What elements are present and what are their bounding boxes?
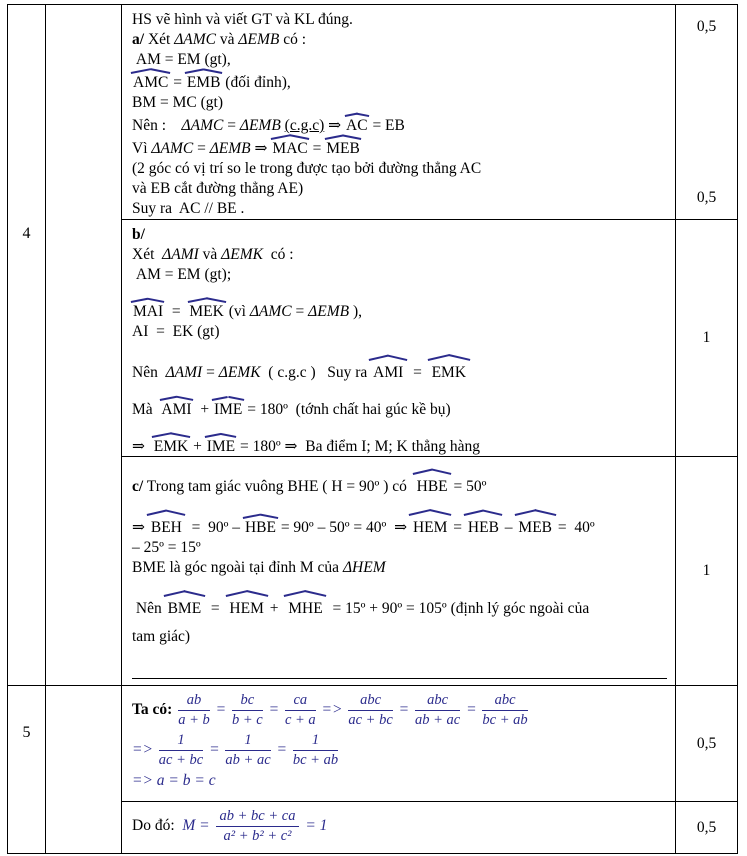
text-span: ΔEMB — [239, 117, 281, 134]
text-line — [132, 93, 667, 113]
text-span: có : — [279, 31, 307, 48]
text-span: Trong tam giác vuông BHE ( H = 90º ) có — [143, 478, 415, 495]
text-span: ΔAMC — [181, 117, 224, 134]
angle-name: AMI — [371, 356, 405, 383]
answer-key-table — [7, 4, 738, 854]
angle-name: IME — [213, 397, 243, 420]
text-line — [132, 771, 667, 791]
fraction-denominator: ac + bc — [158, 751, 204, 768]
score-value: 0,5 — [696, 734, 717, 752]
text-line — [132, 397, 667, 420]
text-span: = 15º + 90º = 105º (định lý góc ngoài của — [324, 600, 590, 617]
horizontal-rule — [132, 673, 667, 679]
text-span: = — [394, 701, 413, 718]
text-line — [132, 538, 667, 558]
text-line — [132, 245, 667, 265]
text-line — [132, 322, 667, 342]
angle-name: HEB — [466, 511, 501, 538]
text-span: = 90º – — [183, 519, 244, 536]
angle-name: HEM — [227, 592, 265, 619]
text-span: ΔEMB — [238, 31, 280, 48]
q4a-score-cell — [675, 5, 737, 219]
q4a-answer-cell — [122, 5, 675, 219]
text-span: ( c.g.c ) Suy ra — [260, 364, 372, 381]
text-span: = — [462, 701, 481, 718]
text-span: = — [169, 74, 186, 91]
text-span: ΔEMK — [221, 246, 263, 263]
text-span: + — [265, 600, 287, 617]
text-span: = — [308, 140, 326, 157]
fraction-denominator: ab + ac — [414, 711, 461, 728]
text-span: BME là góc ngoài tại đỉnh M của — [132, 559, 343, 576]
q4c-answer-cell — [122, 456, 675, 685]
text-span: = EB — [368, 117, 405, 134]
text-span: HS vẽ hình và viết GT và KL đúng. — [132, 11, 353, 28]
fraction-denominator: bc + ab — [292, 751, 339, 768]
score-value: 0,5 — [696, 18, 717, 35]
text-span: ΔAMC — [151, 140, 194, 157]
q4b-score-cell — [675, 219, 737, 456]
text-span: = — [193, 140, 210, 157]
text-line — [132, 10, 667, 30]
text-span: ΔAMI — [162, 246, 199, 263]
text-line — [132, 136, 667, 159]
score-value: 1 — [702, 329, 711, 346]
question-4-number-cell — [8, 5, 46, 685]
text-line — [132, 159, 667, 179]
text-line — [132, 265, 667, 285]
angle-name: HBE — [415, 470, 450, 497]
text-span: = — [202, 364, 219, 381]
question-5-subpart-column — [46, 685, 122, 853]
question-4-subpart-column — [46, 5, 122, 685]
angle-name: MHE — [286, 592, 324, 619]
text-span: = 180º (tớnh chất hai gúc kề bụ) — [243, 401, 451, 418]
text-span: = 90º – 50º = 40º ⇒ — [276, 519, 411, 536]
q5-part2-answer-cell — [122, 801, 675, 853]
text-span: ΔEMK — [218, 364, 261, 381]
fraction — [285, 692, 316, 728]
text-line — [132, 356, 667, 383]
fraction — [482, 692, 527, 728]
text-span: = — [272, 741, 291, 758]
fraction-numerator: 1 — [225, 732, 270, 751]
text-span: ΔEMB — [308, 303, 350, 320]
fraction — [232, 692, 263, 728]
text-span: AI = EK (gt) — [132, 323, 220, 340]
text-line — [132, 30, 667, 50]
q4b-answer-cell — [122, 219, 675, 456]
angle-name: EMB — [186, 70, 222, 93]
text-span: ΔHEM — [342, 559, 386, 576]
fraction — [216, 808, 300, 844]
fraction-numerator: abc — [482, 692, 527, 711]
text-span: ⇒ — [132, 519, 149, 536]
text-line — [132, 50, 667, 70]
text-span: Vì — [132, 140, 152, 157]
text-span: => — [132, 741, 157, 758]
text-span: Xét — [144, 31, 175, 48]
score-value: 0,5 — [696, 818, 717, 836]
fraction-numerator: 1 — [293, 732, 338, 751]
text-span: + — [189, 438, 206, 455]
text-line — [132, 691, 667, 729]
text-span: => — [317, 701, 347, 718]
fraction-numerator: abc — [415, 692, 460, 711]
text-span: = — [449, 519, 466, 536]
text-line — [132, 299, 667, 322]
text-line — [132, 807, 667, 845]
text-line — [132, 434, 667, 456]
text-span: AM = EM (gt), — [132, 51, 231, 68]
text-span: b/ — [132, 226, 145, 243]
text-line — [132, 592, 667, 619]
angle-name: AMI — [160, 397, 192, 420]
fraction-numerator: ca — [285, 692, 316, 711]
text-span: Nên — [132, 364, 166, 381]
fraction-numerator: ab — [178, 692, 210, 711]
text-span: a/ — [132, 31, 145, 48]
fraction — [225, 732, 270, 768]
angle-name: EMK — [153, 434, 189, 456]
text-span: => a = b = c — [132, 772, 216, 789]
text-span: Mà — [132, 401, 161, 418]
q5-part1-score-cell — [675, 685, 737, 801]
text-span: = — [164, 303, 189, 320]
text-span: = — [264, 701, 283, 718]
text-span: Suy ra AC // BE . — [132, 200, 245, 217]
text-span: Nên : — [132, 117, 182, 134]
text-span: M — [182, 817, 196, 834]
fraction-numerator: 1 — [159, 732, 203, 751]
text-span: (2 góc có vị trí so le trong được tạo bởi đường thẳng AC — [132, 160, 482, 177]
fraction-denominator: c + a — [284, 711, 316, 728]
fraction — [293, 732, 338, 768]
text-span: = 40º — [554, 519, 595, 536]
fraction-numerator: ab + bc + ca — [216, 808, 300, 827]
fraction — [178, 692, 210, 728]
text-span: ⇒ — [324, 117, 346, 134]
text-span: Nên — [132, 600, 166, 617]
text-span: và — [216, 31, 239, 48]
text-span: Do đó: — [132, 817, 183, 834]
text-span: – 25º = 15º — [132, 539, 201, 556]
fraction-numerator: bc — [232, 692, 263, 711]
angle-name: IME — [206, 434, 236, 456]
text-span: ΔAMC — [249, 303, 292, 320]
q5-part1-answer-cell — [122, 685, 675, 801]
fraction-denominator: bc + ab — [482, 711, 528, 728]
fraction-numerator: abc — [348, 692, 392, 711]
angle-name: EMK — [430, 356, 468, 383]
text-span: = — [223, 117, 240, 134]
text-span: ΔAMI — [165, 364, 203, 381]
text-line — [132, 731, 667, 769]
q5-part2-score-cell — [675, 801, 737, 853]
text-span: (c.g.c) — [284, 117, 325, 134]
angle-name: MAI — [132, 299, 164, 322]
text-line — [132, 470, 667, 497]
fraction — [348, 692, 392, 728]
angle-name: HBE — [244, 515, 277, 538]
text-span: = 1 — [301, 817, 328, 834]
text-span: Xét — [132, 246, 163, 263]
text-span: = — [405, 364, 430, 381]
text-span: + — [192, 401, 213, 418]
text-line — [132, 179, 667, 199]
text-span: – — [500, 519, 517, 536]
text-span: ΔEMB — [209, 140, 251, 157]
text-span: ΔAMC — [174, 31, 217, 48]
angle-name: MAC — [271, 136, 308, 159]
text-span: = — [205, 741, 224, 758]
fraction-denominator: a + b — [178, 711, 210, 728]
text-span: Ta có: — [132, 701, 177, 718]
text-span: c/ — [132, 478, 144, 495]
text-span: = — [211, 701, 230, 718]
question-number: 5 — [22, 724, 31, 741]
angle-name: AMC — [132, 70, 169, 93]
text-span: = — [203, 600, 228, 617]
text-span: tam giác) — [132, 628, 191, 645]
text-span: = — [195, 817, 214, 834]
fraction-denominator: b + c — [231, 711, 263, 728]
text-line — [132, 627, 667, 647]
text-line — [132, 225, 667, 245]
angle-name: MEB — [325, 136, 361, 159]
text-line — [132, 558, 667, 578]
text-span: = 180º ⇒ Ba điểm I; M; K thẳng hàng — [236, 438, 481, 455]
text-line — [132, 511, 667, 538]
text-span: AM = EM (gt); — [132, 266, 232, 283]
score-value: 1 — [702, 562, 711, 579]
fraction-denominator: ac + bc — [348, 711, 393, 728]
angle-name: AC — [345, 113, 369, 136]
text-span: ), — [349, 303, 363, 320]
text-line — [132, 113, 667, 136]
fraction-denominator: ab + ac — [225, 751, 271, 768]
text-line — [132, 70, 667, 93]
text-span: = — [291, 303, 309, 320]
text-span: có : — [263, 246, 294, 263]
text-span: ⇒ — [250, 140, 272, 157]
score-value: 0,5 — [696, 189, 717, 206]
fraction-denominator: a² + b² + c² — [223, 827, 292, 844]
angle-name: MEB — [516, 511, 554, 538]
fraction — [159, 732, 203, 768]
question-number: 4 — [22, 225, 31, 242]
text-span: và EB cắt đường thẳng AE) — [132, 180, 304, 197]
text-span: và — [198, 246, 222, 263]
text-line — [132, 199, 667, 219]
angle-name: BEH — [149, 511, 184, 538]
text-span: ⇒ — [132, 438, 153, 455]
text-span: (đối đỉnh), — [221, 74, 291, 91]
angle-name: BME — [166, 592, 204, 619]
question-5-number-cell — [8, 685, 46, 853]
text-span: BM = MC (gt) — [132, 94, 223, 111]
text-span: = 50º — [449, 478, 487, 495]
text-span: (vì — [224, 303, 250, 320]
angle-name: HEM — [411, 511, 449, 538]
angle-name: MEK — [188, 299, 224, 322]
q4c-score-cell — [675, 456, 737, 685]
fraction — [415, 692, 460, 728]
